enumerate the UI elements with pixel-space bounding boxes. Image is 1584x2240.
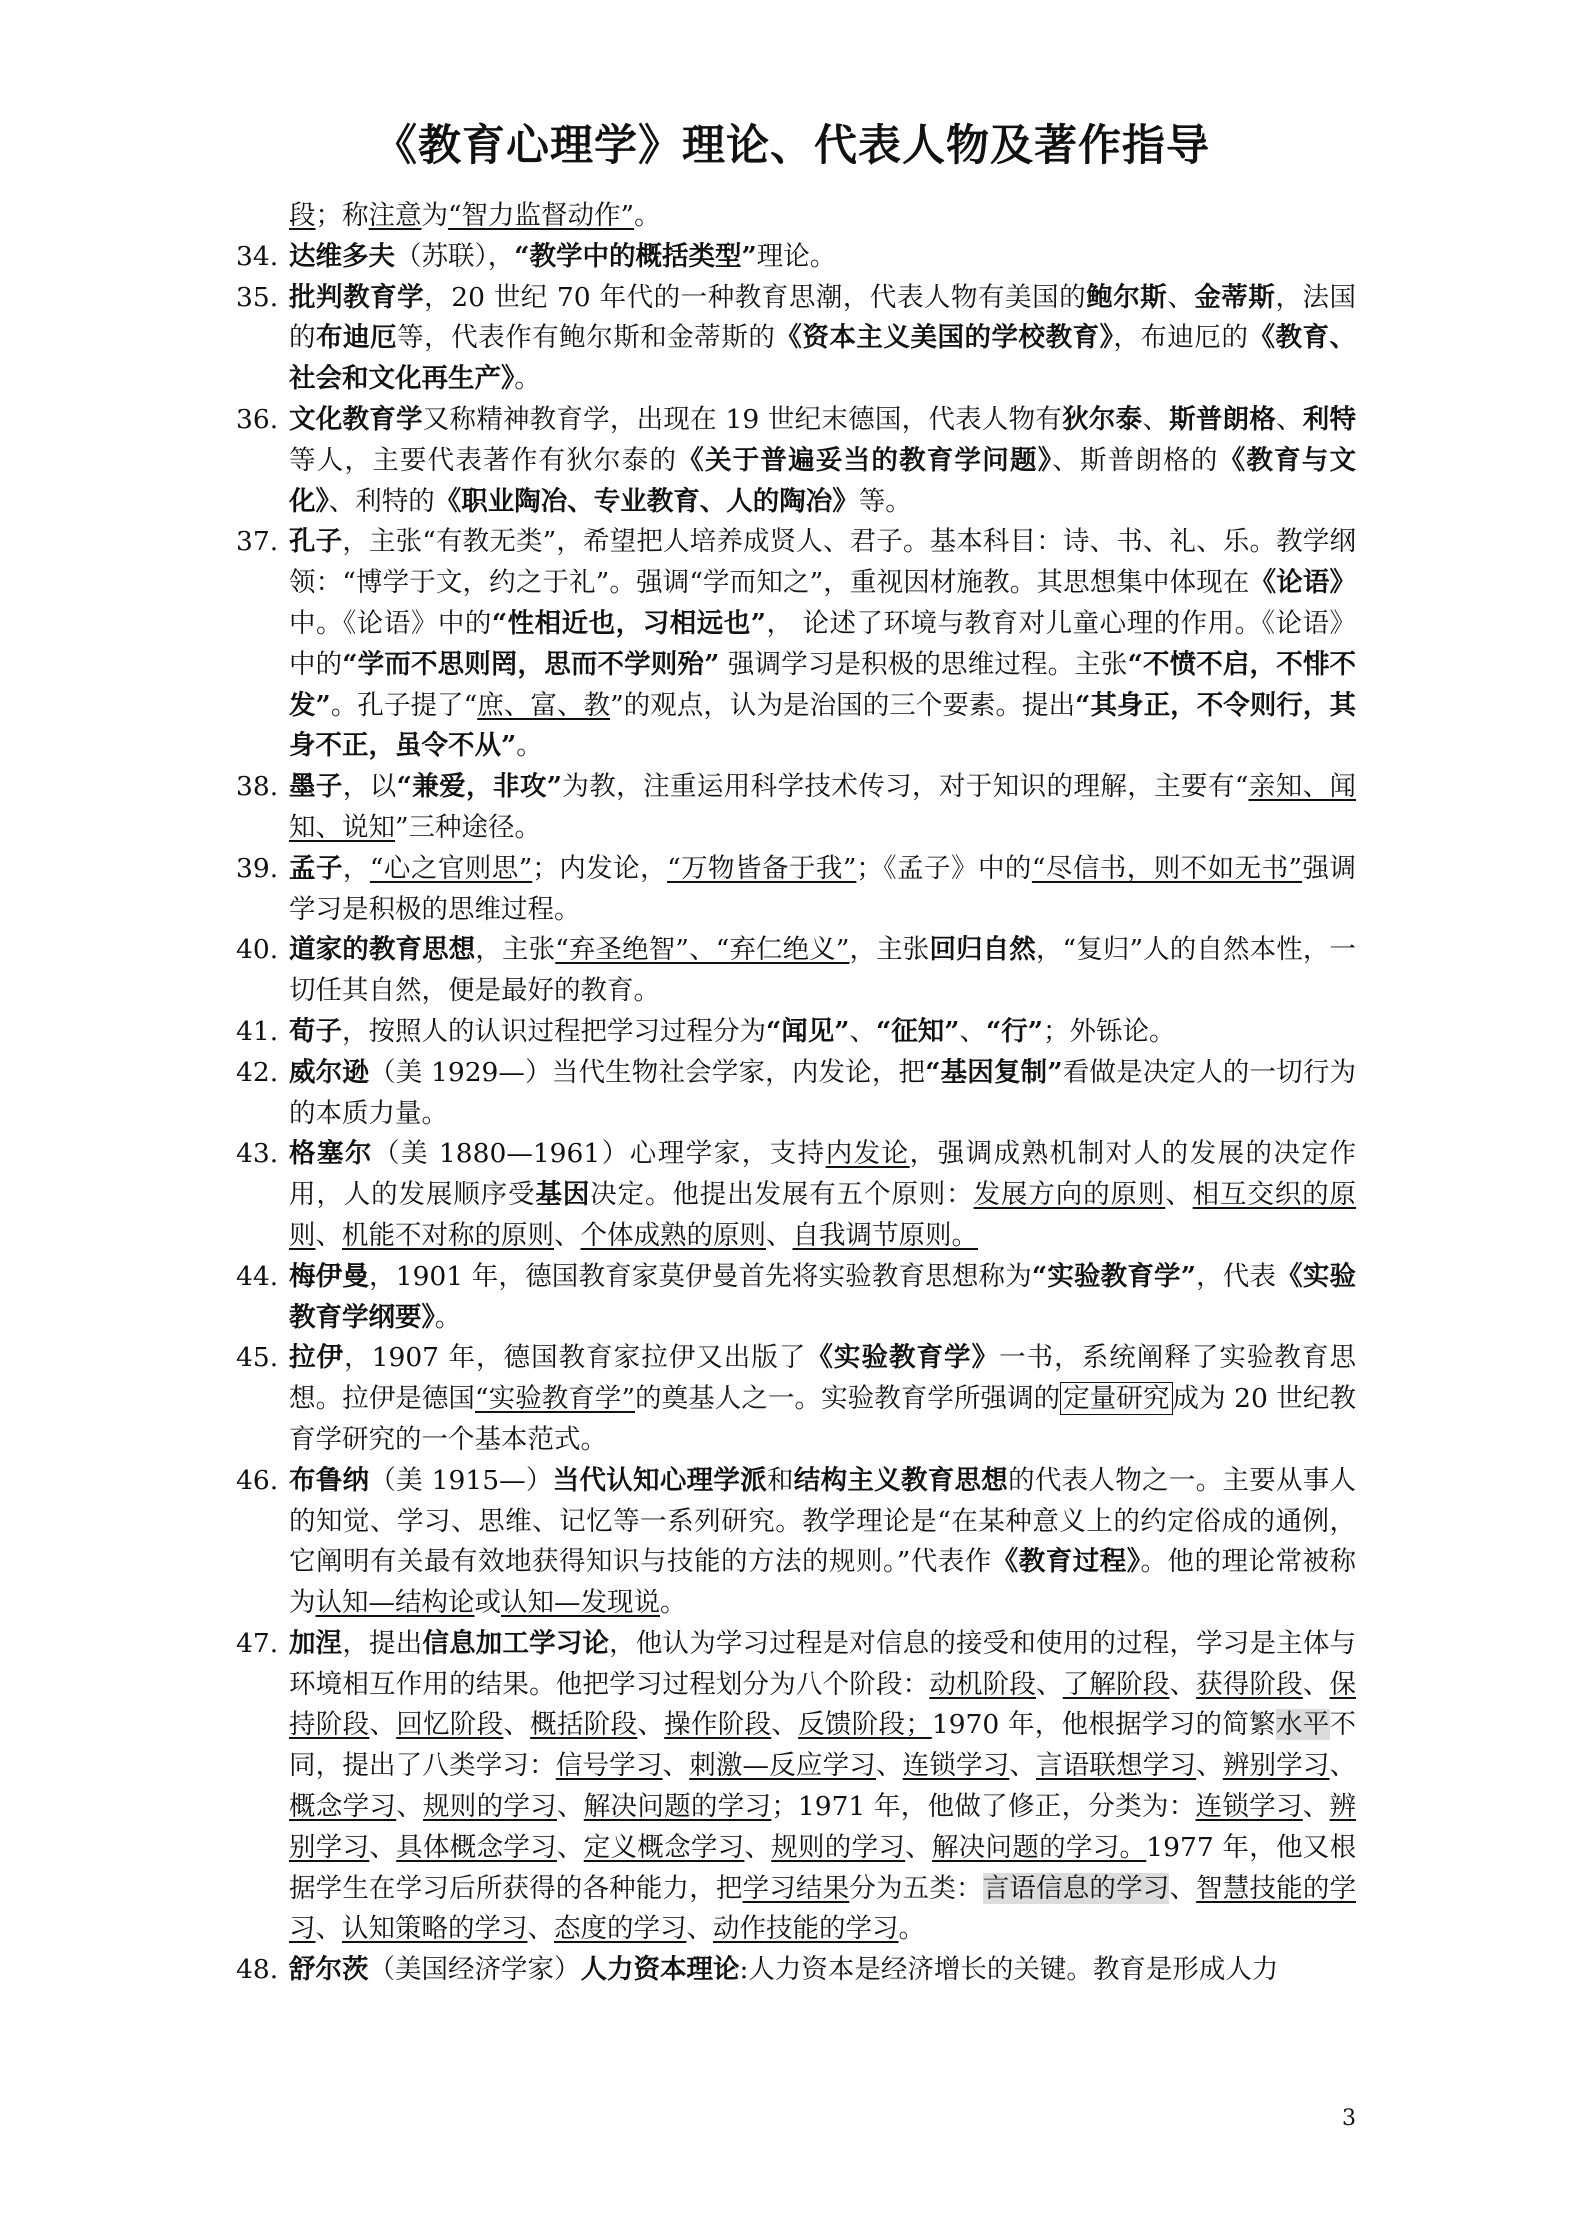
text-span: 不同，提出了八类学习： [289, 1709, 1357, 1782]
text-span: 。 [634, 200, 661, 231]
text-span: 一书，系统阐释了实验教育思想。拉伊是德国 [289, 1342, 1356, 1415]
text-span: 为 [421, 200, 448, 231]
text-span: 连锁学习 [902, 1750, 1010, 1782]
item-number: 34. [236, 240, 279, 272]
text-span: 利特 [1302, 403, 1357, 435]
item-text [289, 1624, 1356, 1950]
text-span: ， [342, 852, 370, 884]
text-span: “行” [986, 1015, 1043, 1047]
text-span: ，20 世纪 70 年代的一种教育思潮，代表人物有美国的 [424, 281, 1087, 313]
item-number: 37. [236, 526, 279, 558]
text-span: 、 [1169, 1872, 1197, 1904]
text-span: 的代表人物之一。主要从事人的知觉、学习、思维、记忆等一系列研究。教学理论是“在某种意义上的约定俗成的通例，它阐明有关最有效地获得知识与技能的方法的规则。”代表作 [289, 1464, 1357, 1578]
text-span: “尽信书，则不如无书” [1031, 852, 1303, 884]
text-span: 规则的学习 [422, 1791, 557, 1823]
text-span: 、 [1302, 1668, 1330, 1700]
list-item [236, 237, 1356, 278]
text-span: 内发论 [825, 1138, 910, 1170]
text-span: 威尔逊 [289, 1056, 370, 1088]
text-span: 认知策略的学习 [342, 1913, 528, 1945]
text-span: 、 [744, 1831, 772, 1863]
text-span: 、 [315, 1219, 342, 1251]
text-span: “性相近也，习相远也” [491, 607, 766, 639]
list-item [236, 1624, 1356, 1950]
text-span: 批判教育学 [289, 281, 425, 313]
text-span: 《实验教育学纲要》 [289, 1260, 1357, 1333]
list-item [236, 849, 1356, 931]
item-number: 36. [236, 403, 279, 435]
text-span: 《教育、社会和文化再生产》 [289, 322, 1357, 395]
item-number: 40. [236, 934, 279, 966]
item-number: 41. [236, 1015, 279, 1047]
text-span: 辨别学习 [1222, 1750, 1330, 1782]
list-item [236, 522, 1356, 767]
text-span: 结构主义教育思想 [793, 1464, 1009, 1496]
list-item [236, 1461, 1356, 1624]
text-span: ，“复归”人的自然本性，一切任其自然，便是最好的教育。 [289, 934, 1357, 1007]
text-span: 等。 [858, 485, 912, 517]
text-span: 布鲁纳 [289, 1464, 370, 1496]
text-span: 等人，主要代表著作有狄尔泰的 [289, 444, 678, 476]
item-text [289, 522, 1356, 767]
item-text [289, 767, 1356, 849]
text-span: ，1901 年，德国教育家莫伊曼首先将实验教育思想称为 [369, 1260, 1032, 1292]
text-span: 当代认知心理学派 [552, 1464, 767, 1496]
text-span: 《教育与文化》 [289, 444, 1357, 517]
text-span: 机能不对称的原则 [342, 1219, 554, 1251]
text-span: 基因 [535, 1179, 591, 1211]
text-span: ，布迪厄的 [1113, 322, 1249, 354]
text-span: （美国经济学家） [368, 1954, 581, 1986]
text-span: 个体成熟的原则 [580, 1219, 766, 1251]
text-span: 、 [1009, 1750, 1037, 1782]
text-span: 人力资本理论 [580, 1954, 740, 1986]
text-span: 言语联想学习 [1036, 1750, 1197, 1782]
text-span: ，提出 [342, 1627, 423, 1659]
text-span: 、 [556, 1831, 584, 1863]
text-span: 智慧技能的学习 [289, 1872, 1357, 1945]
list-item [236, 1950, 1356, 1991]
text-span: “征知” [876, 1015, 960, 1047]
page-number: 3 [1342, 2106, 1356, 2131]
text-span: 认知—结构论 [315, 1587, 475, 1619]
text-span: 动机阶段 [929, 1668, 1037, 1700]
text-span: 、 [1196, 1750, 1223, 1782]
list-item [236, 400, 1356, 522]
text-span: 。 [660, 1587, 687, 1619]
text-span: 、利特的 [328, 485, 435, 517]
text-span: ；外铄论。 [1043, 1015, 1176, 1047]
text-span: 《关于普遍妥当的教育学问题》 [677, 444, 1053, 476]
text-span: 。 [514, 363, 541, 395]
text-span: 。 [898, 1913, 925, 1945]
text-span: 、 [527, 1913, 554, 1945]
text-span: :人力资本是经济增长的关键。教育是形成人力 [739, 1954, 1279, 1986]
item-text [289, 237, 1356, 278]
text-span: 。他的理论常被称为 [289, 1546, 1357, 1619]
text-span: 规则的学习 [771, 1831, 906, 1863]
item-number: 39. [236, 852, 279, 884]
item-number: 45. [236, 1342, 279, 1374]
text-span: （美 1915—） [369, 1464, 553, 1496]
text-span: “实验教育学” [475, 1383, 636, 1415]
text-span: 和 [767, 1464, 794, 1496]
list-item [236, 1053, 1356, 1135]
list-item [236, 930, 1356, 1012]
text-span: 为教，注重运用科学技术传习，对于知识的理解，主要有“ [561, 771, 1249, 803]
text-span: 、 [369, 1709, 397, 1741]
text-span: “教学中的概括类型” [514, 240, 757, 272]
item-text [289, 400, 1356, 522]
text-span: 认知—发现说 [501, 1587, 660, 1619]
text-span: 回归自然 [929, 934, 1036, 966]
item-number: 47. [236, 1627, 279, 1659]
item-number: 48. [236, 1954, 279, 1986]
text-span: 、 [1167, 281, 1195, 313]
text-span: 、 [556, 1791, 584, 1823]
text-span: 具体概念学习 [396, 1831, 557, 1863]
text-span: 获得阶段 [1196, 1668, 1303, 1700]
text-span: 、 [905, 1831, 932, 1863]
text-span: “万物皆备于我” [667, 852, 857, 884]
text-span: 信号学习 [555, 1750, 663, 1782]
text-span: 、 [503, 1709, 531, 1741]
text-span: 1977 年，他又根据学生在学习后所获得的各种能力，把 [289, 1831, 1357, 1904]
text-span: 理论。 [756, 240, 837, 272]
text-span: 孟子 [289, 852, 343, 884]
text-span: 、 [766, 1219, 793, 1251]
intro-continuation [236, 196, 1356, 237]
text-span: 、 [662, 1750, 690, 1782]
item-number: 44. [236, 1260, 279, 1292]
text-span: “智力监督动作” [448, 200, 635, 231]
text-span: 、 [875, 1750, 903, 1782]
text-span: 强调学习是积极的思维过程。主张 [719, 648, 1128, 680]
list-item [236, 1134, 1356, 1256]
text-span: 动作技能的学习 [713, 1913, 899, 1945]
text-span: 梅伊曼 [289, 1260, 370, 1292]
item-number: 46. [236, 1464, 279, 1496]
text-span: 看做是决定人的一切行为的本质力量。 [289, 1056, 1356, 1129]
text-span: 、 [637, 1709, 665, 1741]
text-span: 相互交织的原则 [289, 1179, 1357, 1251]
text-span: 孔子 [289, 526, 343, 558]
text-span: 。孔子提了“ [330, 689, 478, 721]
text-span: 格塞尔 [289, 1138, 373, 1170]
text-span: 、 [315, 1913, 342, 1945]
text-span: 《职业陶冶、专业教育、人的陶冶》 [434, 485, 859, 517]
list-item [236, 278, 1356, 400]
text-span: 解决问题的学习。 [931, 1831, 1147, 1863]
text-span: 、 [1142, 403, 1170, 435]
text-span: 回忆阶段 [396, 1709, 504, 1741]
item-number: 42. [236, 1056, 279, 1088]
text-span: ；1971 年，他做了修正，分类为： [771, 1791, 1196, 1823]
text-span: 庶、富、教 [477, 689, 611, 721]
item-text [289, 1053, 1356, 1135]
text-span: 《实验教育学》 [806, 1342, 1000, 1374]
text-span: “闻见” [766, 1015, 850, 1047]
text-span: 等，代表作有鲍尔斯和金蒂斯的 [397, 322, 776, 354]
text-span: 定义概念学习 [583, 1831, 745, 1863]
text-span: ，按照人的认识过程把学习过程分为 [342, 1015, 766, 1047]
text-span: ，1907 年，德国教育家拉伊又出版了 [344, 1342, 807, 1374]
page-title: 《教育心理学》理论、代表人物及著作指导 [374, 121, 1210, 171]
item-text [289, 278, 1356, 400]
text-span: 、 [1302, 1791, 1330, 1823]
text-span: 、 [1276, 403, 1303, 435]
text-span: 学习结果 [742, 1872, 850, 1904]
highlighted-text: 言语信息的学习 [982, 1872, 1170, 1904]
text-span: 金蒂斯 [1194, 281, 1276, 313]
item-number: 38. [236, 771, 279, 803]
text-span: ，主张 [849, 934, 930, 966]
text-span: 斯普朗格 [1169, 403, 1277, 435]
text-span: 连锁学习 [1195, 1791, 1303, 1823]
item-text [289, 1134, 1356, 1256]
text-span: （苏联）， [395, 240, 515, 272]
text-span: “兼爱，非攻” [396, 771, 562, 803]
list-item [236, 1257, 1356, 1339]
text-span: 、 [686, 1913, 713, 1945]
text-span: ”的观点，认为是治国的三个要素。提出 [610, 689, 1076, 721]
text-span: 、斯普朗格的 [1052, 444, 1219, 476]
text-span: “不愤不启，不悱不发” [289, 648, 1356, 721]
item-number: 35. [236, 281, 279, 313]
item-text [289, 849, 1356, 931]
text-span: （美 1880—1961）心理学家，支持 [372, 1138, 826, 1170]
text-span: 、 [369, 1831, 397, 1863]
text-span: 、 [771, 1709, 799, 1741]
text-span: ， 论述了环境与教育对儿童心理的作用。《论语》中的 [289, 607, 1356, 680]
text-span: 亲知、闻知、说知 [289, 771, 1356, 843]
item-text [289, 1257, 1356, 1339]
text-span: 了解阶段 [1062, 1668, 1170, 1700]
text-span: 概括阶段 [530, 1709, 638, 1741]
text-span: 刺激—反应学习 [689, 1750, 876, 1782]
text-span: 布迪厄 [316, 322, 398, 354]
text-span: 拉伊 [289, 1342, 345, 1374]
text-span: “心之官则思” [369, 852, 533, 884]
text-span: 分为五类： [849, 1872, 983, 1904]
text-span: ，他认为学习过程是对信息的接受和使用的过程，学习是主体与环境相互作用的结果。他把学习过程划分为八个阶段： [289, 1627, 1357, 1700]
text-span: 自我调节原则。 [792, 1219, 978, 1251]
text-span: 强调学习是积极的思维过程。 [289, 852, 1356, 925]
text-span: 成为 20 世纪教育学研究的一个基本范式。 [289, 1383, 1357, 1455]
text-span: 又称精神教育学，出现在 19 世纪末德国，代表人物有 [422, 403, 1063, 435]
text-span: 文化教育学 [289, 403, 423, 435]
list-item [236, 1012, 1356, 1053]
text-span: （美 1929—）当代生物社会学家，内发论，把 [369, 1056, 926, 1088]
text-span: 1970 年，他根据学习的简繁 [931, 1709, 1276, 1741]
text-span: 、 [1036, 1668, 1063, 1700]
item-text [289, 930, 1356, 1012]
text-span: 解决问题的学习 [583, 1791, 772, 1823]
text-span: ”三种途径。 [395, 811, 542, 843]
text-span: 。 [434, 1301, 462, 1333]
list-item [236, 1338, 1356, 1460]
text-span: 。 [516, 730, 543, 762]
text-span: 《资本主义美国的学校教育》 [775, 322, 1114, 354]
text-span: ，法国的 [289, 281, 1357, 354]
text-span: ，主张“有教无类”，希望把人培养成贤人、君子。基本科目：诗、书、礼、乐。教学纲领：“博学于文，约之于礼”。强调“学而知之”，重视因材施教。其思想集中体现在 [289, 526, 1356, 599]
document-body [236, 196, 1356, 1991]
item-text [289, 1461, 1356, 1624]
text-span: 、 [1329, 1750, 1357, 1782]
text-span: 鲍尔斯 [1086, 281, 1168, 313]
highlighted-text: 水平 [1275, 1709, 1330, 1741]
text-span: “其身正，不令则行，其身不正，虽令不从” [289, 689, 1356, 762]
text-span: ，代表 [1195, 1260, 1277, 1292]
item-number: 43. [236, 1138, 279, 1170]
text-span: ；内发论， [532, 852, 668, 884]
text-span: 或 [474, 1587, 501, 1619]
text-span: 保持阶段 [289, 1668, 1357, 1741]
text-span: ；《孟子》中的 [856, 852, 1032, 884]
text-span: “实验教育学” [1031, 1260, 1196, 1292]
text-span: 信息加工学习论 [422, 1627, 610, 1659]
text-span: 概念学习 [289, 1791, 397, 1823]
text-span: 、 [396, 1791, 423, 1823]
list-item [236, 767, 1356, 849]
text-span: 、 [1169, 1668, 1197, 1700]
text-span: 舒尔茨 [289, 1954, 369, 1986]
text-span: 道家的教育思想 [289, 934, 476, 966]
text-span: 操作阶段 [664, 1709, 772, 1741]
text-span: ，主张 [475, 934, 556, 966]
text-span: 、 [1165, 1179, 1193, 1211]
text-span: 决定。他提出发展有五个原则： [590, 1179, 974, 1211]
text-span: 的奠基人之一。实验教育学所强调的 [635, 1383, 1061, 1415]
text-span: “学而不思则罔，思而不学则殆” [342, 648, 720, 680]
text-span: 辨别学习 [289, 1791, 1357, 1863]
text-span: 《教育过程》 [991, 1546, 1141, 1578]
text-span: 发展方向的原则 [973, 1179, 1166, 1211]
text-span: 墨子 [289, 771, 343, 803]
text-span: 、 [849, 1015, 876, 1047]
text-span: 中。《论语》中的 [289, 607, 492, 639]
text-span: 加涅 [289, 1627, 343, 1659]
text-span: 达维多夫 [289, 240, 395, 272]
text-span: 荀子 [289, 1015, 342, 1047]
text-span: 《论语》 [1249, 567, 1356, 599]
text-span: ；称 [315, 200, 369, 231]
text-span: 反馈阶段； [798, 1709, 932, 1741]
text-span: 、 [554, 1219, 581, 1251]
text-span: 注意 [368, 200, 422, 231]
text-span: 、 [959, 1015, 986, 1047]
text-span: 态度的学习 [554, 1913, 687, 1945]
boxed-text: 定量研究 [1060, 1382, 1172, 1415]
item-text [289, 1338, 1356, 1460]
text-span: 段 [289, 200, 316, 231]
item-text [289, 1012, 1356, 1053]
text-span: 狄尔泰 [1062, 403, 1143, 435]
text-span: ，以 [342, 771, 397, 803]
text-span: “基因复制” [925, 1056, 1063, 1088]
text-span: “弃圣绝智”、“弃仁绝义” [555, 934, 850, 966]
text-span: ，强调成熟机制对人的发展的决定作用，人的发展顺序受 [289, 1138, 1357, 1211]
item-text [289, 1950, 1356, 1991]
